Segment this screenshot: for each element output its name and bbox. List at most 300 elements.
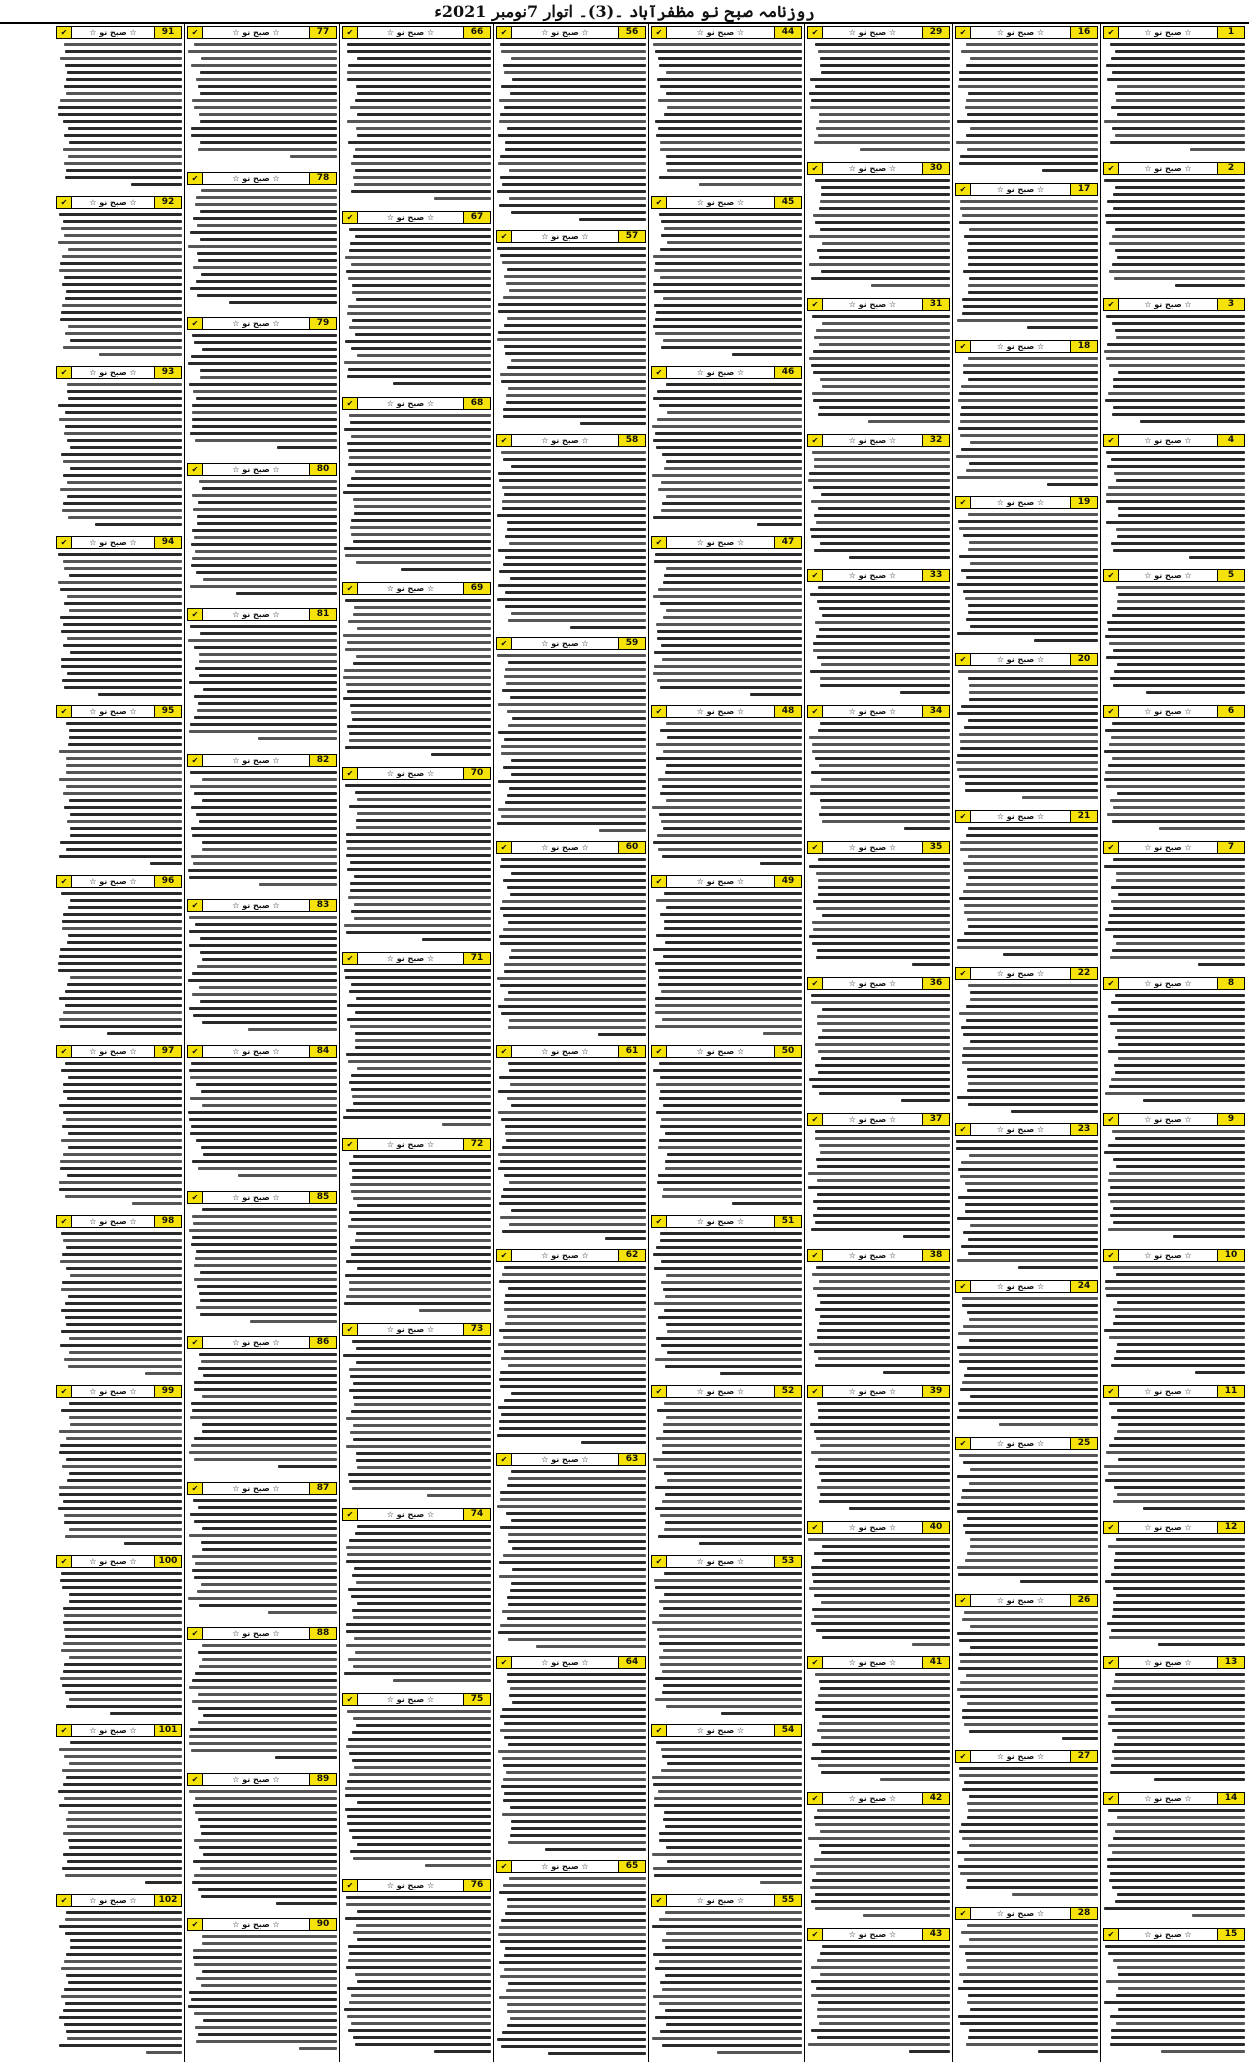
text-line	[497, 654, 646, 657]
text-line	[203, 1374, 337, 1377]
notice-number: 33	[922, 570, 949, 581]
text-line	[352, 1759, 491, 1762]
text-line	[957, 1217, 1098, 1220]
text-line	[813, 1200, 950, 1203]
text-line	[957, 1346, 1098, 1349]
text-line	[353, 540, 491, 543]
notice-text	[496, 1671, 646, 1854]
check-icon: ✔	[343, 1694, 358, 1705]
text-line	[1107, 621, 1245, 624]
text-line	[653, 397, 802, 400]
text-line	[814, 141, 950, 144]
text-line	[660, 276, 802, 279]
text-line	[347, 120, 491, 123]
text-line	[60, 1167, 182, 1170]
text-line	[69, 1337, 182, 1340]
text-line	[194, 1576, 337, 1579]
text-line	[69, 1472, 182, 1475]
text-line	[812, 1743, 950, 1746]
notice-header	[342, 211, 491, 224]
notice-brand: ☆ صبح نو ☆	[89, 707, 137, 716]
text-line	[60, 1344, 182, 1347]
text-line	[344, 1672, 491, 1675]
notice-header	[807, 841, 950, 854]
notice-text	[651, 720, 802, 869]
text-line	[1105, 1092, 1245, 1095]
notice	[496, 1860, 646, 2060]
text-line	[665, 1132, 802, 1135]
text-line	[351, 1253, 491, 1256]
text-line	[69, 736, 182, 739]
text-line	[809, 235, 950, 238]
notice-text	[187, 769, 337, 894]
text-line	[346, 833, 491, 836]
text-line	[808, 479, 950, 482]
text-line	[63, 1832, 182, 1835]
text-line	[67, 637, 182, 640]
text-line	[963, 371, 1098, 374]
notice-text	[955, 825, 1098, 961]
text-line	[199, 660, 337, 663]
text-line	[661, 234, 802, 237]
text-line	[59, 1493, 182, 1496]
text-line	[815, 1465, 950, 1468]
text-line	[505, 591, 646, 594]
text-line	[504, 71, 646, 74]
text-line	[965, 1203, 1098, 1206]
text-line	[1109, 364, 1245, 367]
text-line	[1114, 1566, 1245, 1569]
text-line	[665, 1974, 802, 1977]
text-line	[959, 162, 1098, 165]
text-line	[503, 879, 646, 882]
text-line	[498, 303, 646, 306]
notice-header	[187, 1045, 337, 1058]
text-line	[1111, 736, 1245, 739]
notice-text	[56, 1230, 182, 1379]
check-icon: ✔	[343, 768, 358, 779]
text-line	[192, 1881, 337, 1884]
text-line	[346, 840, 491, 843]
text-line	[815, 43, 950, 46]
notice-header	[496, 1453, 646, 1466]
text-line	[812, 942, 950, 945]
text-line	[809, 935, 950, 938]
notice-number: 19	[1070, 497, 1097, 508]
text-line	[191, 127, 337, 130]
text-line	[958, 1402, 1098, 1405]
text-line	[818, 1764, 950, 1767]
check-icon: ✔	[497, 638, 512, 649]
notice-number: 78	[309, 173, 336, 184]
text-line	[501, 1012, 646, 1015]
text-line	[962, 1297, 1098, 1300]
text-line	[62, 1867, 182, 1870]
text-line	[431, 753, 491, 756]
notice	[496, 841, 646, 1041]
text-line	[189, 876, 337, 879]
text-line	[860, 148, 950, 151]
check-icon: ✔	[1104, 1793, 1119, 1804]
text-line	[194, 1381, 337, 1384]
text-line	[654, 1302, 802, 1305]
text-line	[497, 338, 646, 341]
text-line	[970, 991, 1098, 994]
text-line	[502, 183, 646, 186]
notice-header	[651, 1215, 802, 1228]
text-line	[810, 593, 950, 596]
check-icon: ✔	[57, 1556, 72, 1567]
text-line	[660, 1239, 802, 1242]
text-line	[968, 284, 1098, 287]
text-line	[1115, 1552, 1245, 1555]
text-line	[511, 211, 646, 214]
text-line	[656, 934, 802, 937]
text-line	[652, 1776, 802, 1779]
check-icon: ✔	[497, 842, 512, 853]
text-line	[506, 1512, 646, 1515]
text-line	[1115, 994, 1245, 997]
notice-text	[955, 1452, 1098, 1588]
notice-header	[56, 875, 182, 888]
text-line	[653, 1867, 802, 1870]
text-line	[66, 771, 182, 774]
text-line	[957, 1096, 1098, 1099]
text-line	[960, 420, 1098, 423]
text-line	[499, 1961, 646, 1964]
text-line	[658, 848, 802, 851]
text-line	[811, 1994, 950, 1997]
text-line	[964, 1858, 1098, 1861]
text-line	[507, 317, 646, 320]
check-icon: ✔	[652, 706, 667, 717]
notice-header	[955, 1907, 1098, 1920]
text-line	[820, 1830, 950, 1833]
text-line	[811, 364, 950, 367]
text-line	[912, 963, 950, 966]
text-line	[1116, 1273, 1245, 1276]
text-line	[1107, 1823, 1245, 1826]
text-line	[502, 2031, 646, 2034]
text-line	[442, 1123, 491, 1126]
text-line	[498, 549, 646, 552]
notice-text	[651, 1570, 802, 1719]
text-line	[958, 670, 1098, 673]
text-line	[818, 413, 950, 416]
text-line	[1118, 893, 1245, 896]
text-line	[200, 92, 337, 95]
text-line	[966, 576, 1098, 579]
text-line	[809, 865, 950, 868]
text-line	[62, 509, 182, 512]
text-line	[1115, 249, 1245, 252]
text-line	[750, 693, 802, 696]
text-line	[1117, 85, 1245, 88]
text-line	[502, 1813, 646, 1816]
text-line	[661, 1769, 802, 1772]
text-line	[662, 1670, 802, 1673]
text-line	[1195, 1371, 1245, 1374]
notice	[1103, 569, 1245, 701]
text-line	[347, 1780, 491, 1783]
text-line	[960, 200, 1098, 203]
text-line	[352, 1169, 491, 1172]
notice-number: 1	[1217, 27, 1244, 38]
text-line	[502, 261, 646, 264]
text-line	[353, 1438, 491, 1441]
notice	[187, 899, 337, 1041]
text-line	[196, 1083, 337, 1086]
text-line	[498, 134, 646, 137]
text-line	[960, 1681, 1098, 1684]
text-line	[498, 780, 646, 783]
text-line	[653, 1069, 802, 1072]
notice-text	[56, 890, 182, 1039]
text-line	[545, 1848, 646, 1851]
text-line	[66, 722, 182, 725]
text-line	[65, 1918, 182, 1921]
notice-header	[496, 230, 646, 243]
text-line	[66, 1323, 182, 1326]
text-line	[1113, 858, 1245, 861]
text-line	[511, 1582, 646, 1585]
notice-text	[651, 551, 802, 700]
text-line	[348, 2029, 491, 2032]
text-line	[958, 1332, 1098, 1335]
text-line	[1117, 1430, 1245, 1433]
text-line	[68, 325, 182, 328]
text-line	[500, 1160, 646, 1163]
text-line	[662, 2044, 802, 2047]
text-line	[663, 1423, 802, 1426]
text-line	[192, 1215, 337, 1218]
text-line	[511, 359, 646, 362]
notice-brand: ☆ صبح نو ☆	[232, 319, 280, 328]
text-line	[504, 963, 646, 966]
notice-header	[187, 1918, 337, 1931]
text-line	[666, 1274, 802, 1277]
text-line	[199, 674, 337, 677]
text-line	[60, 1579, 182, 1582]
text-line	[812, 750, 950, 753]
text-line	[818, 1036, 950, 1039]
notice-text	[1103, 1400, 1245, 1515]
text-line	[351, 263, 491, 266]
text-line	[957, 1416, 1098, 1419]
text-line	[1110, 677, 1245, 680]
text-line	[811, 771, 950, 774]
text-line	[352, 1731, 491, 1734]
check-icon: ✔	[1104, 1114, 1119, 1125]
text-line	[1105, 928, 1245, 931]
text-line	[62, 920, 182, 923]
text-line	[656, 134, 802, 137]
text-line	[357, 57, 491, 60]
text-line	[349, 990, 491, 993]
text-line	[1020, 1580, 1098, 1583]
text-line	[813, 214, 950, 217]
text-line	[189, 730, 337, 733]
text-line	[504, 1722, 646, 1725]
notice-brand: ☆ صبح نو ☆	[386, 1140, 435, 1149]
text-line	[199, 480, 337, 483]
text-line	[236, 592, 337, 595]
check-icon: ✔	[57, 1895, 72, 1906]
notice-number: 57	[618, 231, 645, 242]
notice-number: 32	[922, 435, 949, 446]
notice-brand: ☆ صبح نو ☆	[696, 28, 745, 37]
text-line	[498, 1933, 646, 1936]
text-line	[969, 1730, 1098, 1733]
text-line	[498, 584, 646, 587]
text-line	[655, 997, 802, 1000]
text-line	[509, 1019, 646, 1022]
text-line	[500, 1216, 646, 1219]
notice-text	[1103, 856, 1245, 971]
text-line	[661, 346, 802, 349]
text-line	[357, 1602, 491, 1605]
text-line	[63, 1500, 182, 1503]
text-line	[498, 808, 646, 811]
text-line	[655, 1967, 802, 1970]
text-line	[348, 620, 491, 623]
text-line	[653, 283, 802, 286]
text-line	[60, 262, 182, 265]
text-line	[1027, 326, 1098, 329]
notice-brand: ☆ صبح نو ☆	[1144, 571, 1192, 580]
text-line	[191, 543, 337, 546]
notice-number: 23	[1070, 1124, 1097, 1135]
text-line	[1115, 1900, 1245, 1903]
notice-brand: ☆ صبح نو ☆	[1144, 707, 1192, 716]
text-line	[202, 1104, 337, 1107]
notice-header	[1103, 841, 1245, 854]
text-line	[1003, 953, 1098, 956]
text-line	[667, 241, 802, 244]
text-line	[64, 1514, 182, 1517]
text-line	[499, 1202, 646, 1205]
notice-header	[496, 1045, 646, 1058]
text-line	[820, 684, 950, 687]
text-line	[347, 375, 491, 378]
notice-header	[342, 767, 491, 780]
text-line	[963, 1524, 1098, 1527]
text-line	[197, 515, 337, 518]
text-line	[191, 355, 337, 358]
text-line	[354, 1766, 491, 1769]
notice-brand: ☆ صبح نو ☆	[848, 164, 897, 173]
notice-number: 60	[618, 842, 645, 853]
text-line	[66, 785, 182, 788]
notice-text	[807, 41, 950, 156]
text-line	[194, 695, 337, 698]
text-line	[192, 494, 337, 497]
text-line	[59, 955, 182, 958]
text-line	[500, 43, 646, 46]
text-line	[1192, 1914, 1245, 1917]
text-line	[69, 1402, 182, 1405]
text-line	[67, 481, 182, 484]
text-line	[666, 92, 802, 95]
text-line	[189, 916, 337, 919]
notice	[1103, 977, 1245, 1109]
text-line	[819, 2022, 950, 2025]
text-line	[821, 1771, 950, 1774]
text-line	[969, 462, 1098, 465]
text-line	[1116, 942, 1245, 945]
text-line	[1112, 413, 1245, 416]
text-line	[343, 634, 491, 637]
check-icon: ✔	[188, 27, 203, 38]
text-line	[655, 50, 802, 53]
text-line	[350, 882, 491, 885]
text-line	[347, 641, 491, 644]
notice	[187, 1336, 337, 1478]
notice-number: 69	[463, 583, 490, 594]
text-line	[817, 1336, 950, 1339]
text-line	[497, 822, 646, 825]
text-line	[198, 1818, 337, 1821]
notice-number: 86	[309, 1337, 336, 1348]
notice-brand: ☆ صبح نو ☆	[386, 584, 435, 593]
text-line	[59, 2044, 182, 2047]
text-line	[966, 2043, 1098, 2046]
text-line	[70, 1423, 182, 1426]
text-line	[64, 1663, 182, 1666]
text-line	[812, 1608, 950, 1611]
text-line	[970, 57, 1098, 60]
text-line	[818, 1357, 950, 1360]
text-line	[189, 1735, 337, 1738]
text-line	[1114, 1486, 1245, 1489]
text-line	[1111, 1629, 1245, 1632]
text-line	[656, 1465, 802, 1468]
text-line	[536, 1645, 646, 1648]
notice-brand: ☆ صبح نو ☆	[848, 436, 897, 445]
text-line	[64, 162, 182, 165]
notice-brand: ☆ صبح نو ☆	[541, 232, 589, 241]
text-line	[345, 340, 491, 343]
notice	[651, 1215, 802, 1381]
notice	[187, 26, 337, 168]
text-line	[1111, 1764, 1245, 1767]
notice-number: 5	[1217, 570, 1244, 581]
text-line	[63, 120, 182, 123]
text-line	[202, 1395, 337, 1398]
text-line	[353, 1424, 491, 1427]
text-line	[656, 1111, 802, 1114]
text-line	[507, 2003, 646, 2006]
text-line	[967, 1879, 1098, 1882]
notice-text	[1103, 1671, 1245, 1786]
text-line	[1112, 1851, 1245, 1854]
text-line	[202, 778, 337, 781]
notice-header	[807, 162, 950, 175]
notice-header	[187, 1627, 337, 1640]
text-line	[809, 1343, 950, 1346]
text-line	[970, 2008, 1098, 2011]
text-line	[1113, 1221, 1245, 1224]
text-line	[1110, 2043, 1245, 2046]
notice-text	[1103, 41, 1245, 156]
text-line	[191, 827, 337, 830]
text-line	[1117, 607, 1245, 610]
text-line	[660, 1514, 802, 1517]
notice-brand: ☆ صبح نو ☆	[232, 1920, 280, 1929]
text-line	[815, 1130, 950, 1133]
check-icon: ✔	[343, 1324, 358, 1335]
text-line	[189, 944, 337, 947]
